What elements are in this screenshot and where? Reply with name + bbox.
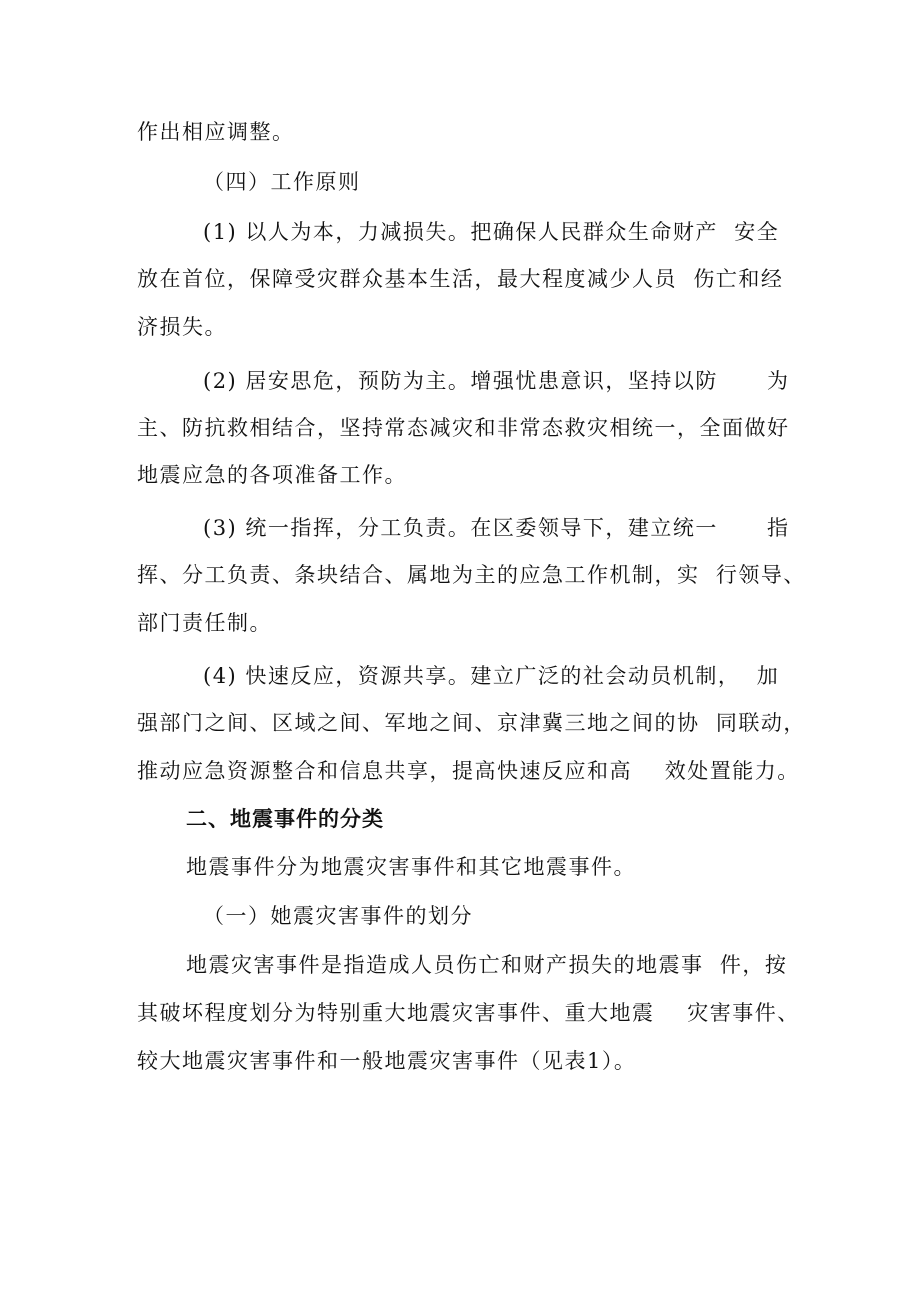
text-line-20: 较大地震灾害事件和一般地震灾害事件（见表1）。 <box>137 1049 637 1073</box>
text-line-8: 地震应急的各项准备工作。 <box>137 463 407 487</box>
text-line-7: 主、防抗救相结合，坚持常态减灾和非常态救灾相统一，全面做好 <box>137 416 790 440</box>
text-line-18: 地震灾害事件是指造成人员伤亡和财产损失的地震事 件，按 <box>186 953 788 977</box>
text-line-12: (4) 快速反应，资源共享。建立广泛的社会动员机制， 加 <box>203 664 780 688</box>
text-line-13: 强部门之间、区域之间、军地之间、京津冀三地之间的协 同联动， <box>137 711 806 735</box>
text-line-4: 放在首位，保障受灾群众基本生活，最大程度减少人员 伤亡和经 <box>137 267 784 291</box>
text-line-6: (2) 居安思危，预防为主。增强忧患意识，坚持以防 为 <box>203 369 790 393</box>
section-heading-work-principles: （四）工作原则 <box>203 170 361 194</box>
text-line-5: 济损失。 <box>137 315 227 339</box>
text-line-10: 挥、分工负责、条块结合、属地为主的应急工作机制，实 行领导、 <box>137 563 806 587</box>
text-line-16: 地震事件分为地震灾害事件和其它地震事件。 <box>186 855 636 879</box>
text-line-3: (1) 以人为本，力减损失。把确保人民群众生命财产 安全 <box>203 220 780 244</box>
text-line-11: 部门责任制。 <box>137 611 272 635</box>
text-line-19: 其破坏程度划分为特别重大地震灾害事件、重大地震 灾害事件、 <box>137 1001 800 1025</box>
subsection-heading: （一）她震灾害事件的划分 <box>203 904 473 928</box>
text-line-14: 推动应急资源整合和信息共享，提高快速反应和高 效处置能力。 <box>137 759 800 783</box>
text-line-9: (3) 统一指挥，分工负责。在区委领导下，建立统一 指 <box>203 516 790 540</box>
section-heading-classification: 二、地震事件的分类 <box>186 807 384 831</box>
text-line-1: 作出相应调整。 <box>137 120 295 144</box>
